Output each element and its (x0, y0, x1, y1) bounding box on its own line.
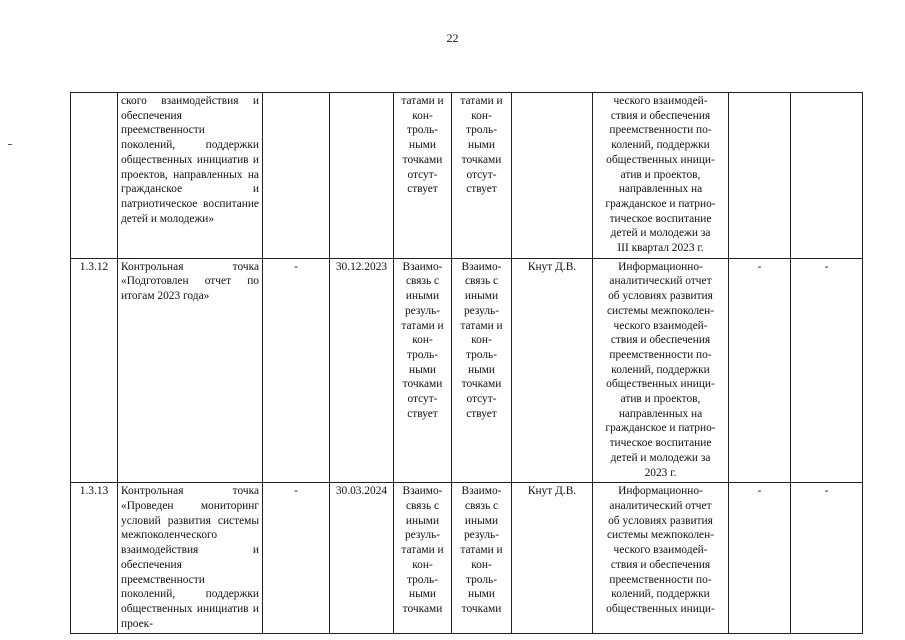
extra-col-10 (791, 93, 863, 259)
row-number (71, 93, 118, 259)
extra-col-9 (729, 93, 791, 259)
relation-predecessors: Взаимо- связь с иными резуль- татами и кон- троль- ными точками (394, 483, 452, 634)
page-number: 22 (446, 31, 459, 45)
extra-col-9: - (729, 483, 791, 634)
base-value (263, 93, 330, 259)
result-description: Информационно- аналитический отчет об условиях развития системы межпоколен- ческого взаимодей- ствия и обеспечения преемственности по- колений, поддержки общественных иници- (593, 483, 729, 634)
relation-successors: татами и кон- троль- ными точками отсут- ствует (452, 93, 512, 259)
due-date: 30.12.2023 (330, 258, 394, 483)
plan-table (70, 92, 863, 634)
extra-col-9: - (729, 258, 791, 483)
table-row (71, 93, 863, 259)
result-description: Информационно- аналитический отчет об условиях развития системы межпоколен- ческого взаимодей- ствия и обеспечения преемственности по- колений, поддержки общественных иници- атив и проектов, направленных на гражданское и патрио- тическое воспитание детей и молодежи за 2023 г. (593, 258, 729, 483)
control-point-name: Контрольная точка «Проведен мониторинг условий развития системы межпоколенческого взаимодействия и обеспечения преемственности поколений, поддержки общественных инициатив и проек- (118, 483, 263, 634)
scan-mark (8, 144, 12, 145)
extra-col-10: - (791, 258, 863, 483)
relation-predecessors: Взаимо- связь с иными резуль- татами и кон- троль- ными точками отсут- ствует (394, 258, 452, 483)
extra-col-10: - (791, 483, 863, 634)
responsible-person: Кнут Д.В. (512, 258, 593, 483)
relation-successors: Взаимо- связь с иными резуль- татами и кон- троль- ными точками отсут- ствует (452, 258, 512, 483)
responsible-person: Кнут Д.В. (512, 483, 593, 634)
due-date: 30.03.2024 (330, 483, 394, 634)
due-date (330, 93, 394, 259)
row-number: 1.3.12 (71, 258, 118, 483)
relation-predecessors: татами и кон- троль- ными точками отсут- ствует (394, 93, 452, 259)
responsible-person (512, 93, 593, 259)
table-row (71, 483, 863, 634)
base-value: - (263, 258, 330, 483)
relation-successors: Взаимо- связь с иными резуль- татами и кон- троль- ными точками (452, 483, 512, 634)
row-number: 1.3.13 (71, 483, 118, 634)
control-point-name: Контрольная точка «Подготовлен отчет по итогам 2023 года» (118, 258, 263, 483)
base-value: - (263, 483, 330, 634)
result-description: ческого взаимодей- ствия и обеспечения преемственности по- колений, поддержки общественных иници- атив и проектов, направленных на гражданское и патрио- тическое воспитание детей и молодежи за III квартал 2023 г. (593, 93, 729, 259)
control-point-name: ского взаимодействия и обеспечения преемственности поколений, поддержки общественных инициатив и проектов, направленных на гражданское и патриотическое воспитание детей и молодежи» (118, 93, 263, 259)
table-row (71, 258, 863, 483)
